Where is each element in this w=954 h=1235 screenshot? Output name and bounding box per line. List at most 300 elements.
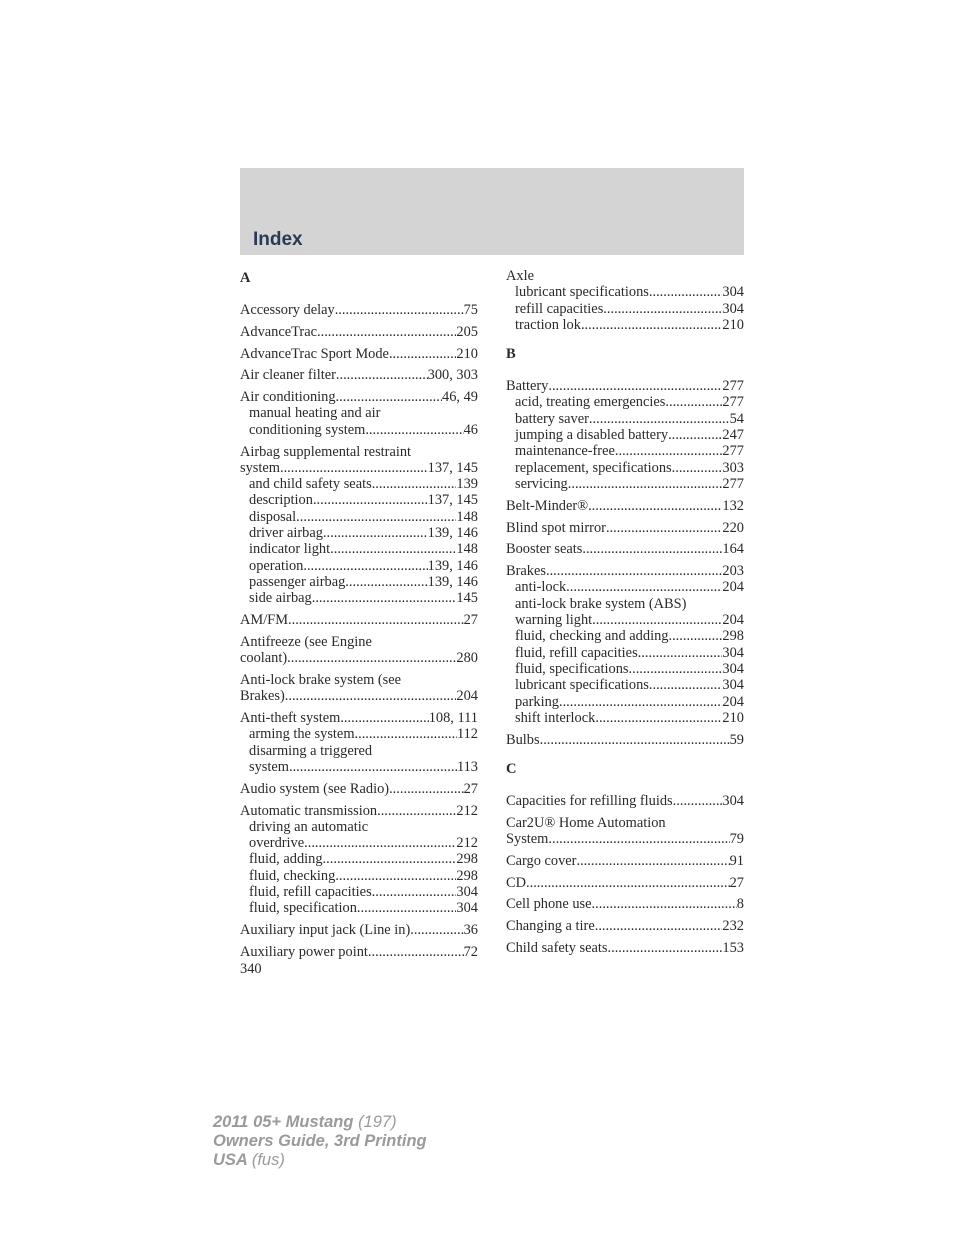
- page-reference: 204: [456, 688, 478, 705]
- index-term: lubricant specifications: [515, 284, 649, 301]
- index-column-left: [240, 268, 478, 960]
- index-subentry-line: [240, 541, 478, 557]
- index-term: Air cleaner filter: [240, 367, 336, 384]
- index-term: anti-lock: [515, 579, 567, 596]
- index-subentry-line: [240, 743, 478, 759]
- footer-line-1: [213, 1113, 427, 1132]
- index-subentry-line: [240, 405, 478, 421]
- index-term: system: [240, 459, 280, 476]
- page-reference: 148: [456, 508, 478, 525]
- index-entry: [240, 302, 478, 318]
- page-title: Index: [253, 229, 303, 250]
- dot-leader: [357, 900, 457, 916]
- dot-leader: [581, 317, 722, 333]
- index-entry-line: [240, 612, 478, 628]
- index-term: anti-lock brake system (ABS): [515, 595, 687, 612]
- index-subentry-line: [506, 596, 744, 612]
- dot-leader: [603, 301, 722, 317]
- index-entry-line: [240, 302, 478, 318]
- index-term: acid, treating emergencies: [515, 394, 666, 411]
- page-reference: 304: [722, 644, 744, 661]
- index-subentry-line: [240, 759, 478, 775]
- index-term: shift interlock: [515, 709, 596, 726]
- index-term: Airbag supplemental restraint: [240, 443, 412, 460]
- index-subentry-line: [240, 884, 478, 900]
- index-subentry-line: [506, 460, 744, 476]
- index-term: Accessory delay: [240, 302, 335, 318]
- index-term: coolant): [240, 650, 288, 667]
- dot-leader: [288, 612, 464, 628]
- dot-leader: [317, 324, 456, 340]
- page-reference: 298: [456, 867, 478, 884]
- index-subentry-line: [240, 590, 478, 606]
- index-term: Axle: [506, 268, 534, 284]
- index-term: Capacities for refilling fluids: [506, 792, 673, 809]
- index-term: Bulbs: [506, 731, 540, 748]
- index-entry-line: [506, 896, 744, 912]
- index-subentry-line: [240, 476, 478, 492]
- dot-leader: [368, 944, 464, 960]
- dot-leader: [540, 732, 730, 748]
- index-subentry-line: [240, 492, 478, 508]
- dot-leader: [365, 422, 463, 438]
- dot-leader: [345, 574, 427, 590]
- index-term: lubricant specifications: [515, 677, 649, 694]
- dot-leader: [330, 541, 456, 557]
- page-reference: 210: [722, 709, 744, 726]
- index-entry: [506, 563, 744, 726]
- index-entry: [506, 520, 744, 536]
- index-term: fluid, specifications: [515, 660, 629, 677]
- dot-leader: [377, 803, 456, 819]
- page-reference: 280: [456, 650, 478, 667]
- page-reference: 304: [722, 284, 744, 301]
- index-entry-line: [240, 650, 478, 666]
- index-entry: [240, 324, 478, 340]
- page-reference: 139, 146: [427, 525, 478, 542]
- index-term: Auxiliary input jack (Line in): [240, 922, 411, 939]
- page-reference: 304: [456, 900, 478, 917]
- dot-leader: [372, 884, 457, 900]
- page-reference: 59: [729, 731, 744, 748]
- footer-model-code: (197): [358, 1113, 397, 1131]
- page-reference: 304: [722, 300, 744, 317]
- page-reference: 210: [456, 345, 478, 362]
- index-term: Changing a tire: [506, 918, 595, 935]
- index-term: refill capacities: [515, 300, 604, 317]
- index-entry: [240, 634, 478, 667]
- dot-leader: [548, 378, 722, 394]
- index-term: Audio system (see Radio): [240, 780, 390, 797]
- dot-leader: [589, 411, 730, 427]
- page-reference: 132: [722, 497, 744, 514]
- page-reference: 139, 146: [427, 573, 478, 590]
- index-term: parking: [515, 693, 559, 710]
- page-reference: 203: [722, 563, 744, 580]
- index-entry-line: [240, 781, 478, 797]
- index-entry: [506, 875, 744, 891]
- index-term: and child safety seats: [249, 476, 372, 493]
- page-reference: 220: [722, 519, 744, 536]
- page-reference: 277: [722, 378, 744, 395]
- dot-leader: [668, 628, 722, 644]
- index-entry-line: [506, 520, 744, 536]
- index-entry: [240, 612, 478, 628]
- page-reference: 304: [722, 677, 744, 694]
- dot-leader: [410, 922, 463, 938]
- index-term: servicing: [515, 475, 568, 492]
- index-term: Battery: [506, 378, 549, 395]
- page-reference: 27: [463, 612, 478, 629]
- page-reference: 112: [456, 726, 478, 743]
- index-term: replacement, specifications: [515, 459, 672, 476]
- index-subentry-line: [506, 710, 744, 726]
- dot-leader: [335, 302, 464, 318]
- page-reference: 298: [456, 851, 478, 868]
- index-subentry-line: [240, 525, 478, 541]
- index-entry: [240, 781, 478, 797]
- index-subentry-line: [506, 427, 744, 443]
- index-entry: [506, 378, 744, 492]
- index-subentry-line: [506, 394, 744, 410]
- index-term: indicator light: [249, 541, 331, 558]
- page-reference: 27: [463, 780, 478, 797]
- page-reference: 54: [729, 410, 744, 427]
- dot-leader: [649, 677, 723, 693]
- index-entry: [240, 672, 478, 705]
- footer-line-3: [213, 1151, 427, 1170]
- dot-leader: [673, 793, 723, 809]
- page-reference: 139, 146: [427, 557, 478, 574]
- index-entry-line: [506, 541, 744, 557]
- index-column-right: [506, 268, 744, 962]
- page-reference: 212: [456, 802, 478, 819]
- dot-leader: [336, 367, 428, 383]
- index-term: Brakes: [506, 563, 546, 580]
- index-term: overdrive: [249, 835, 305, 852]
- index-entry: [506, 793, 744, 809]
- index-entry-line: [240, 324, 478, 340]
- dot-leader: [304, 835, 456, 851]
- index-subentry-line: [240, 868, 478, 884]
- dot-leader: [313, 492, 428, 508]
- page-reference: 298: [722, 628, 744, 645]
- index-entry-line: [240, 460, 478, 476]
- index-entry-line: [240, 710, 478, 726]
- index-entry: [240, 389, 478, 438]
- index-entry-line: [240, 672, 478, 688]
- dot-leader: [582, 541, 722, 557]
- page-reference: 277: [722, 394, 744, 411]
- dot-leader: [546, 563, 722, 579]
- index-entry-line: [240, 803, 478, 819]
- index-term: operation: [249, 557, 304, 574]
- dot-leader: [672, 460, 723, 476]
- page-reference: 304: [722, 660, 744, 677]
- index-subentry-line: [506, 628, 744, 644]
- index-entry-line: [506, 815, 744, 831]
- dot-leader: [615, 443, 723, 459]
- index-term: conditioning system: [249, 421, 366, 438]
- index-entry-line: [240, 634, 478, 650]
- index-subentry-line: [240, 851, 478, 867]
- dot-leader: [355, 726, 457, 742]
- index-subentry-line: [506, 661, 744, 677]
- page-reference: 75: [463, 302, 478, 318]
- index-entry-line: [506, 793, 744, 809]
- dot-leader: [340, 710, 428, 726]
- dot-leader: [335, 868, 456, 884]
- index-subentry-line: [240, 835, 478, 851]
- index-term: fluid, adding: [249, 851, 323, 868]
- index-term: Auxiliary power point: [240, 943, 368, 960]
- index-term: disposal: [249, 508, 297, 525]
- index-entry: [506, 268, 744, 333]
- index-subentry-line: [506, 301, 744, 317]
- dot-leader: [606, 520, 722, 536]
- index-term: passenger airbag: [249, 573, 346, 590]
- dot-leader: [323, 851, 457, 867]
- index-term: Blind spot mirror: [506, 519, 606, 536]
- index-entry-line: [506, 831, 744, 847]
- index-term: Antifreeze (see Engine: [240, 633, 372, 650]
- index-term: driving an automatic: [249, 818, 369, 835]
- index-entry: [240, 944, 478, 960]
- footer-model: 2011 05+ Mustang: [213, 1113, 354, 1131]
- index-letter-heading: A: [240, 270, 251, 286]
- index-entry-line: [240, 367, 478, 383]
- index-term: description: [249, 492, 313, 509]
- page-reference: 210: [722, 316, 744, 333]
- index-entry: [506, 815, 744, 848]
- dot-leader: [592, 896, 737, 912]
- dot-leader: [588, 498, 722, 514]
- dot-leader: [303, 558, 427, 574]
- index-entry-line: [506, 732, 744, 748]
- dot-leader: [629, 661, 723, 677]
- index-term: fluid, checking and adding: [515, 628, 669, 645]
- index-entry: [240, 710, 478, 775]
- index-entry-line: [506, 563, 744, 579]
- index-subentry-line: [506, 411, 744, 427]
- index-entry: [506, 732, 744, 748]
- index-subentry-line: [506, 645, 744, 661]
- index-letter-heading: C: [506, 760, 517, 777]
- index-entry-line: [506, 853, 744, 869]
- page-reference: 204: [722, 612, 744, 629]
- index-subentry-line: [506, 694, 744, 710]
- dot-leader: [389, 781, 464, 797]
- index-entry-line: [240, 346, 478, 362]
- index-entry: [506, 498, 744, 514]
- index-subentry-line: [240, 726, 478, 742]
- index-term: Anti-lock brake system (see: [240, 671, 402, 688]
- index-entry: [506, 940, 744, 956]
- page-reference: 304: [722, 792, 744, 809]
- page-reference: 137, 145: [427, 459, 478, 476]
- index-term: Cargo cover: [506, 852, 577, 869]
- index-entry: [240, 803, 478, 917]
- index-term: System: [506, 831, 549, 848]
- index-term: Car2U® Home Automation: [506, 814, 666, 831]
- dot-leader: [296, 509, 456, 525]
- index-entry: [506, 541, 744, 557]
- dot-leader: [576, 853, 729, 869]
- page-reference: 153: [722, 940, 744, 956]
- index-term: AM/FM: [240, 612, 288, 629]
- page-reference: 205: [456, 323, 478, 340]
- index-term: Booster seats: [506, 541, 583, 558]
- index-subentry-line: [240, 900, 478, 916]
- index-term: fluid, refill capacities: [249, 884, 372, 900]
- index-subentry-line: [506, 612, 744, 628]
- index-term: disarming a triggered: [249, 742, 373, 759]
- index-subentry-line: [240, 509, 478, 525]
- page-reference: 137, 145: [427, 492, 478, 509]
- index-entry: [506, 918, 744, 934]
- index-entry: [240, 346, 478, 362]
- page-reference: 79: [729, 831, 744, 848]
- page-reference: 46: [463, 421, 478, 438]
- index-subentry-line: [240, 558, 478, 574]
- index-subentry-line: [240, 422, 478, 438]
- page-reference: 139: [456, 476, 478, 493]
- page-reference: 46, 49: [442, 389, 478, 406]
- page-reference: 27: [729, 874, 744, 891]
- page-reference: 204: [722, 579, 744, 596]
- index-term: Air conditioning: [240, 389, 336, 406]
- index-subentry-line: [506, 317, 744, 333]
- page-reference: 8: [736, 896, 744, 913]
- index-subentry-line: [506, 579, 744, 595]
- header-band: [240, 168, 744, 255]
- page-reference: 277: [722, 475, 744, 492]
- page-reference: 145: [456, 590, 478, 607]
- index-term: AdvanceTrac Sport Mode: [240, 345, 389, 362]
- footer-region: USA: [213, 1151, 248, 1169]
- page-reference: 303: [722, 459, 744, 476]
- index-entry-line: [506, 918, 744, 934]
- index-entry-line: [506, 875, 744, 891]
- page-reference: 247: [722, 427, 744, 444]
- index-entry-line: [240, 922, 478, 938]
- page-reference: 108, 111: [428, 710, 478, 727]
- index-term: Child safety seats: [506, 940, 608, 956]
- index-entry-line: [240, 944, 478, 960]
- index-entry: [240, 444, 478, 607]
- index-term: Cell phone use: [506, 896, 592, 913]
- dot-leader: [608, 940, 723, 956]
- index-term: arming the system: [249, 726, 355, 743]
- dot-leader: [638, 645, 723, 661]
- index-term: Belt-Minder®: [506, 497, 589, 514]
- page-reference: 164: [722, 541, 744, 558]
- page-reference: 232: [722, 918, 744, 935]
- dot-leader: [336, 389, 442, 405]
- dot-leader: [592, 612, 722, 628]
- index-subentry-line: [240, 574, 478, 590]
- page-reference: 148: [456, 541, 478, 558]
- index-term: system: [249, 758, 289, 775]
- index-term: driver airbag: [249, 525, 323, 542]
- footer: [213, 1113, 427, 1170]
- dot-leader: [287, 650, 456, 666]
- dot-leader: [595, 710, 722, 726]
- index-term: Anti-theft system: [240, 710, 341, 727]
- index-term: warning light: [515, 612, 593, 629]
- index-term: jumping a disabled battery: [515, 427, 669, 444]
- index-entry-line: [240, 444, 478, 460]
- index-subentry-line: [506, 677, 744, 693]
- dot-leader: [280, 460, 428, 476]
- index-term: battery saver: [515, 410, 589, 427]
- dot-leader: [595, 918, 723, 934]
- index-entry: [240, 922, 478, 938]
- index-term: side airbag: [249, 590, 312, 607]
- index-entry: [506, 853, 744, 869]
- index-term: fluid, specification: [249, 900, 357, 917]
- index-entry-line: [506, 498, 744, 514]
- index-entry-line: [506, 940, 744, 956]
- page-reference: 113: [456, 758, 478, 775]
- dot-leader: [285, 688, 457, 704]
- page-reference: 304: [456, 884, 478, 900]
- index-term: maintenance-free: [515, 443, 615, 460]
- index-entry-line: [240, 389, 478, 405]
- dot-leader: [323, 525, 428, 541]
- dot-leader: [548, 831, 729, 847]
- index-term: CD: [506, 874, 526, 891]
- index-term: AdvanceTrac: [240, 323, 317, 340]
- dot-leader: [526, 875, 730, 891]
- index-term: Automatic transmission: [240, 802, 378, 819]
- index-entry-line: [506, 268, 744, 284]
- dot-leader: [289, 759, 457, 775]
- index-entry-line: [240, 688, 478, 704]
- dot-leader: [566, 579, 722, 595]
- page-reference: 300, 303: [427, 367, 478, 384]
- page-reference: 204: [722, 693, 744, 710]
- footer-region-code: (fus): [251, 1151, 285, 1169]
- index-entry-line: [506, 378, 744, 394]
- page-reference: 72: [463, 943, 478, 960]
- dot-leader: [312, 590, 457, 606]
- index-subentry-line: [506, 443, 744, 459]
- index-term: manual heating and air: [249, 405, 381, 422]
- index-term: fluid, refill capacities: [515, 644, 638, 661]
- dot-leader: [568, 476, 723, 492]
- dot-leader: [389, 346, 456, 362]
- index-letter-heading: B: [506, 346, 516, 363]
- dot-leader: [372, 476, 457, 492]
- index-subentry-line: [506, 476, 744, 492]
- dot-leader: [559, 694, 722, 710]
- footer-line-2: Owners Guide, 3rd Printing: [213, 1132, 427, 1150]
- page-reference: 91: [729, 852, 744, 869]
- dot-leader: [665, 394, 722, 410]
- index-entry: [506, 896, 744, 912]
- dot-leader: [668, 427, 722, 443]
- index-entry: [240, 367, 478, 383]
- page-number: 340: [240, 961, 262, 977]
- index-subentry-line: [506, 284, 744, 300]
- page-reference: 212: [456, 835, 478, 852]
- index-term: traction lok: [515, 316, 581, 333]
- index-term: fluid, checking: [249, 867, 336, 884]
- page-reference: 277: [722, 443, 744, 460]
- index-subentry-line: [240, 819, 478, 835]
- page-reference: 36: [463, 922, 478, 939]
